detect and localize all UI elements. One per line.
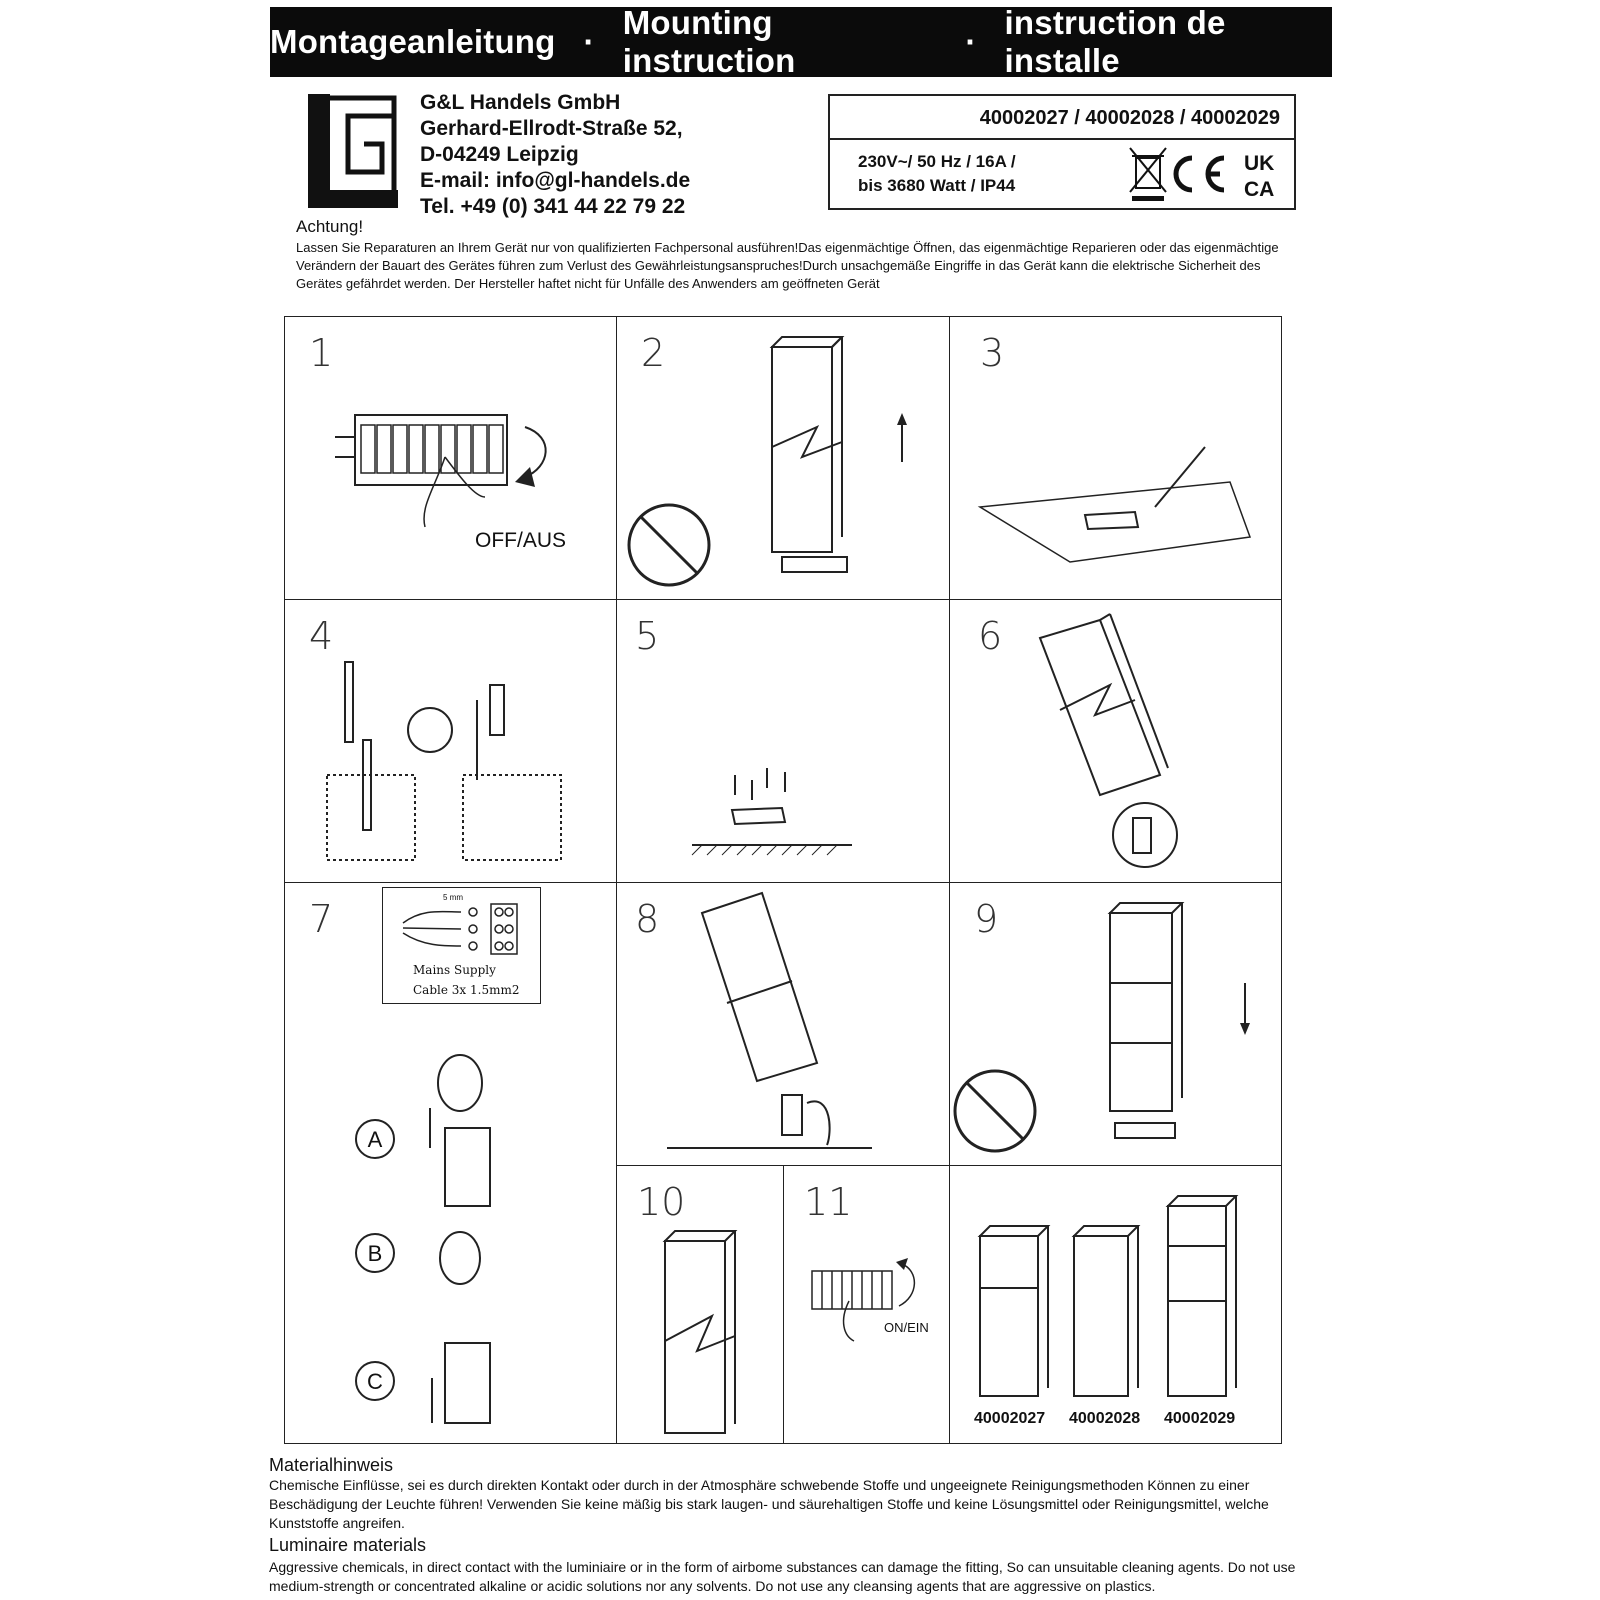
electrical-specs [858,150,1016,198]
sub-a: A [367,1127,383,1152]
model-numbers: 40002027 / 40002028 / 40002029 [830,96,1294,140]
step-number: 8 [635,897,660,941]
step-number: 11 [804,1180,853,1224]
model-label-b: 40002028 [1069,1410,1141,1427]
cable-title: Mains Supply [413,963,496,977]
title-separator: · [583,23,595,60]
model-label-a: 40002027 [974,1410,1046,1427]
certification-marks [1126,146,1286,202]
step-11-panel [783,1165,950,1444]
drill-and-dowel-illustration [285,600,618,884]
step-6-panel [949,599,1282,883]
breaker-off-illustration [325,397,595,567]
material-title: Materialhinweis [269,1455,394,1475]
svg-text:CA: CA [1244,178,1275,201]
company-logo [308,94,398,208]
title-banner [270,4,1332,79]
step-3-panel [949,316,1282,600]
step-8-panel [616,882,950,1166]
instruction-grid [284,316,1280,1444]
company-address [420,90,690,220]
off-label: OFF/AUS [475,529,567,552]
mount-pillar-illustration [950,883,1283,1167]
step-number: 1 [309,331,334,375]
step-10-panel [616,1165,784,1444]
material-text: Chemische Einflüsse, sei es durch direkten Kontakt oder durch in der Atmosphäre schwebende Stoffe und ungeeignete Reinigungsmethoden Können zu einer Beschädigung der Leuchte führen! Verwenden Sie keine mäßig bis stark laugen- und säurehaltigen Stoffe und keine Lösungsmittel oder Reinigungsmittel, welche Kunststoffe angreifen. [269,1477,1269,1531]
luminaire-title: Luminaire materials [269,1535,427,1555]
sub-b: B [367,1241,383,1266]
step-number: 9 [974,897,999,941]
models-panel [949,1165,1282,1444]
breaker-on-illustration [784,1166,951,1445]
model-label-c: 40002029 [1164,1410,1236,1427]
tilt-pillar-illustration [617,883,951,1167]
company-name: G&L Handels GmbH [420,91,621,114]
step-5-panel [616,599,950,883]
luminaire-text: Aggressive chemicals, in direct contact with the luminiaire or in the form of airbome substances can damage the fitting, So can unsuitable cleaning agents. Do not use medium-strength or concentrated alkaline or acidic solutions nor any solvents. Do not use any cleansing agents that are aggressive on plastics. [269,1559,1296,1594]
mark-holes-illustration [950,317,1283,601]
on-label: ON/EIN [884,1320,929,1335]
title-separator: · [965,23,977,60]
step-2-panel [616,316,950,600]
step-1-panel [284,316,617,600]
spec-line-1: 230V~/ 50 Hz / 16A / [858,152,1016,171]
warning-title: Achtung! [296,217,364,236]
company-street: Gerhard-Ellrodt-Straße 52, [420,117,683,140]
company-email: E-mail: info@gl-handels.de [420,169,691,192]
step-4-panel [284,599,617,883]
weee-bin-icon [1130,148,1166,201]
cable-gland-illustration [285,883,618,1445]
ukca-mark [1244,152,1274,201]
installed-pillar-illustration [617,1166,785,1445]
cable-mm: 5 mm [443,893,463,902]
step-number: 6 [978,614,1003,658]
company-phone: Tel. +49 (0) 341 44 22 79 22 [420,195,686,218]
cable-insert-illustration [950,600,1283,884]
model-variants-illustration [950,1166,1283,1445]
title-de: Montageanleitung [270,23,556,60]
step-number: 5 [635,614,660,658]
ce-mark [1176,158,1224,190]
step-number: 2 [641,331,666,375]
step-7-panel [284,882,617,1444]
step-number: 7 [309,897,334,941]
warning-text: Lassen Sie Reparaturen an Ihrem Gerät nur von qualifizierten Fachpersonal ausführen!Das eigenmächtige Öffnen, das eigenmächtige Reparieren oder das eigenmächtige Verändern der Bauart des Gerätes führen zum Verlust des Gewährleistungsanspruches!Durch unsachgemäße Eingriffe in das Gerät kann die elektrische Sicherheit des Gerätes gefährdet werden. Der Hersteller haftet nicht für Unfälle des Anwenders am geöffneten Gerät [296,240,1279,291]
title-en: Mounting instruction [622,4,796,79]
title-fr: instruction de installe [1004,4,1226,79]
fix-bracket-illustration [617,600,951,884]
step-number: 3 [980,331,1005,375]
cable-spec: Cable 3x 1.5mm2 [413,983,520,997]
step-number: 10 [637,1180,686,1224]
spec-line-2: bis 3680 Watt / IP44 [858,176,1016,195]
step-number: 4 [309,614,334,658]
remove-base-illustration [617,317,951,601]
step-9-panel [949,882,1282,1166]
company-city: D-04249 Leipzig [420,143,579,166]
sub-c: C [367,1369,383,1394]
product-info-box [828,94,1296,210]
svg-text:UK: UK [1244,152,1275,175]
